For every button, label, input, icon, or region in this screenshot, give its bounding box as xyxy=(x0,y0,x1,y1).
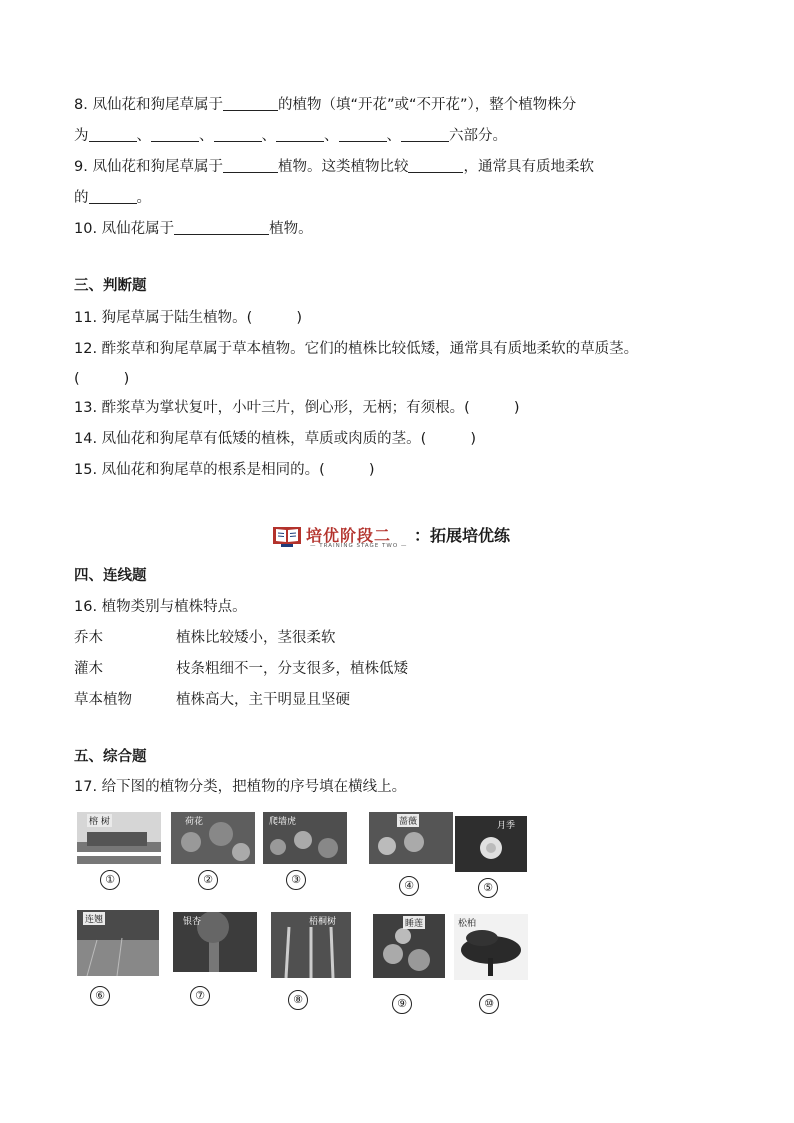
plant-photo xyxy=(373,914,445,978)
plant-photo xyxy=(263,812,347,864)
question-text: 的 xyxy=(74,190,89,206)
question-12: 12. 酢浆草和狗尾草属于草本植物。它们的植株比较低矮，通常具有质地柔软的草质茎。 xyxy=(74,341,639,357)
section-heading-matching: 四、连线题 xyxy=(74,568,147,584)
plant-number: ① xyxy=(100,870,120,890)
question-text: 9. 凤仙花和狗尾草属于 xyxy=(74,159,223,175)
fill-blank[interactable] xyxy=(401,127,449,142)
fill-blank[interactable] xyxy=(151,127,199,142)
match-right-item[interactable]: 植株高大，主干明显且坚硬 xyxy=(176,692,350,708)
fill-blank[interactable] xyxy=(214,127,262,142)
plant-photo xyxy=(77,812,161,864)
question-15: 15. 凤仙花和狗尾草的根系是相同的。( ) xyxy=(74,462,375,478)
plant-number: ② xyxy=(198,870,218,890)
section-heading-judgement: 三、判断题 xyxy=(74,278,147,294)
question-8-line1 xyxy=(74,95,576,115)
match-left-item[interactable]: 草本植物 xyxy=(74,692,132,708)
question-9-line1 xyxy=(74,157,594,177)
plant-name: 榕 树 xyxy=(87,814,112,827)
plant-number: ⑦ xyxy=(190,986,210,1006)
fill-blank[interactable] xyxy=(223,96,278,111)
plant-photo xyxy=(455,816,527,872)
question-12-paren: ( ) xyxy=(74,371,130,387)
fill-blank[interactable] xyxy=(89,189,137,204)
fill-blank[interactable] xyxy=(89,127,137,142)
match-right-item[interactable]: 植株比较矮小，茎很柔软 xyxy=(176,630,336,646)
plant-name: 银杏 xyxy=(183,917,202,927)
question-text: 植物。这类植物比较 xyxy=(277,159,409,175)
plant-number: ⑨ xyxy=(392,994,412,1014)
plant-name: 荷花 xyxy=(185,817,204,827)
plant-number: ⑩ xyxy=(479,994,499,1014)
question-text: 六部分。 xyxy=(449,128,507,144)
question-11: 11. 狗尾草属于陆生植物。( ) xyxy=(74,310,303,326)
section-heading-comprehensive: 五、综合题 xyxy=(74,749,147,765)
plant-number: ⑤ xyxy=(478,878,498,898)
plant-name: 爬墙虎 xyxy=(269,817,297,827)
plant-photo xyxy=(173,912,257,972)
question-10 xyxy=(74,219,313,239)
fill-blank[interactable] xyxy=(174,220,269,235)
question-text: 为 xyxy=(74,128,89,144)
plant-number: ⑧ xyxy=(288,990,308,1010)
question-text: ，通常具有质地柔软 xyxy=(463,159,594,175)
question-text: 植物。 xyxy=(269,221,313,237)
fill-blank[interactable] xyxy=(276,127,324,142)
question-17: 17. 给下图的植物分类，把植物的序号填在横线上。 xyxy=(74,779,407,795)
plant-photo xyxy=(271,912,351,978)
banner-stage-name: 培优阶段二 xyxy=(306,526,392,545)
fill-blank[interactable] xyxy=(339,127,387,142)
question-text: 8. 凤仙花和狗尾草属于 xyxy=(74,97,223,113)
plant-number: ③ xyxy=(286,870,306,890)
question-13: 13. 酢浆草为掌状复叶，小叶三片，倒心形，无柄；有须根。( ) xyxy=(74,400,520,416)
plant-name: 连翘 xyxy=(83,912,105,925)
plant-photo xyxy=(369,812,453,864)
match-right-item[interactable]: 枝条粗细不一，分支很多，植株低矮 xyxy=(176,661,408,677)
banner-colon: ： xyxy=(414,526,431,545)
question-text: 10. 凤仙花属于 xyxy=(74,221,175,237)
question-9-line2: 的 。 xyxy=(74,190,151,206)
banner-title: 拓展培优练 xyxy=(430,526,511,545)
question-14: 14. 凤仙花和狗尾草有低矮的植株，草质或肉质的茎。( ) xyxy=(74,431,477,447)
plant-name: 松柏 xyxy=(458,919,477,929)
plant-photo xyxy=(454,914,528,980)
plant-number: ④ xyxy=(399,876,419,896)
question-text: 的植物（填“开花”或“不开花”），整个植物株分 xyxy=(277,97,577,113)
match-left-item[interactable]: 灌木 xyxy=(74,661,103,677)
fill-blank[interactable] xyxy=(408,158,463,173)
banner-subtitle: — TRAINING STAGE TWO — xyxy=(310,543,408,549)
plant-name: 蔷薇 xyxy=(397,814,419,827)
question-8-line2: 为 、 、 、 、 、 六部分。 xyxy=(74,128,507,144)
plant-name: 梧桐树 xyxy=(309,917,337,927)
fill-blank[interactable] xyxy=(223,158,278,173)
match-left-item[interactable]: 乔木 xyxy=(74,630,103,646)
plant-photo xyxy=(77,910,159,976)
open-book-icon xyxy=(272,524,302,548)
question-16: 16. 植物类别与植株特点。 xyxy=(74,599,247,615)
plant-photo xyxy=(171,812,255,864)
plant-number: ⑥ xyxy=(90,986,110,1006)
plant-name: 月季 xyxy=(497,821,516,831)
plant-name: 睡莲 xyxy=(403,916,425,929)
